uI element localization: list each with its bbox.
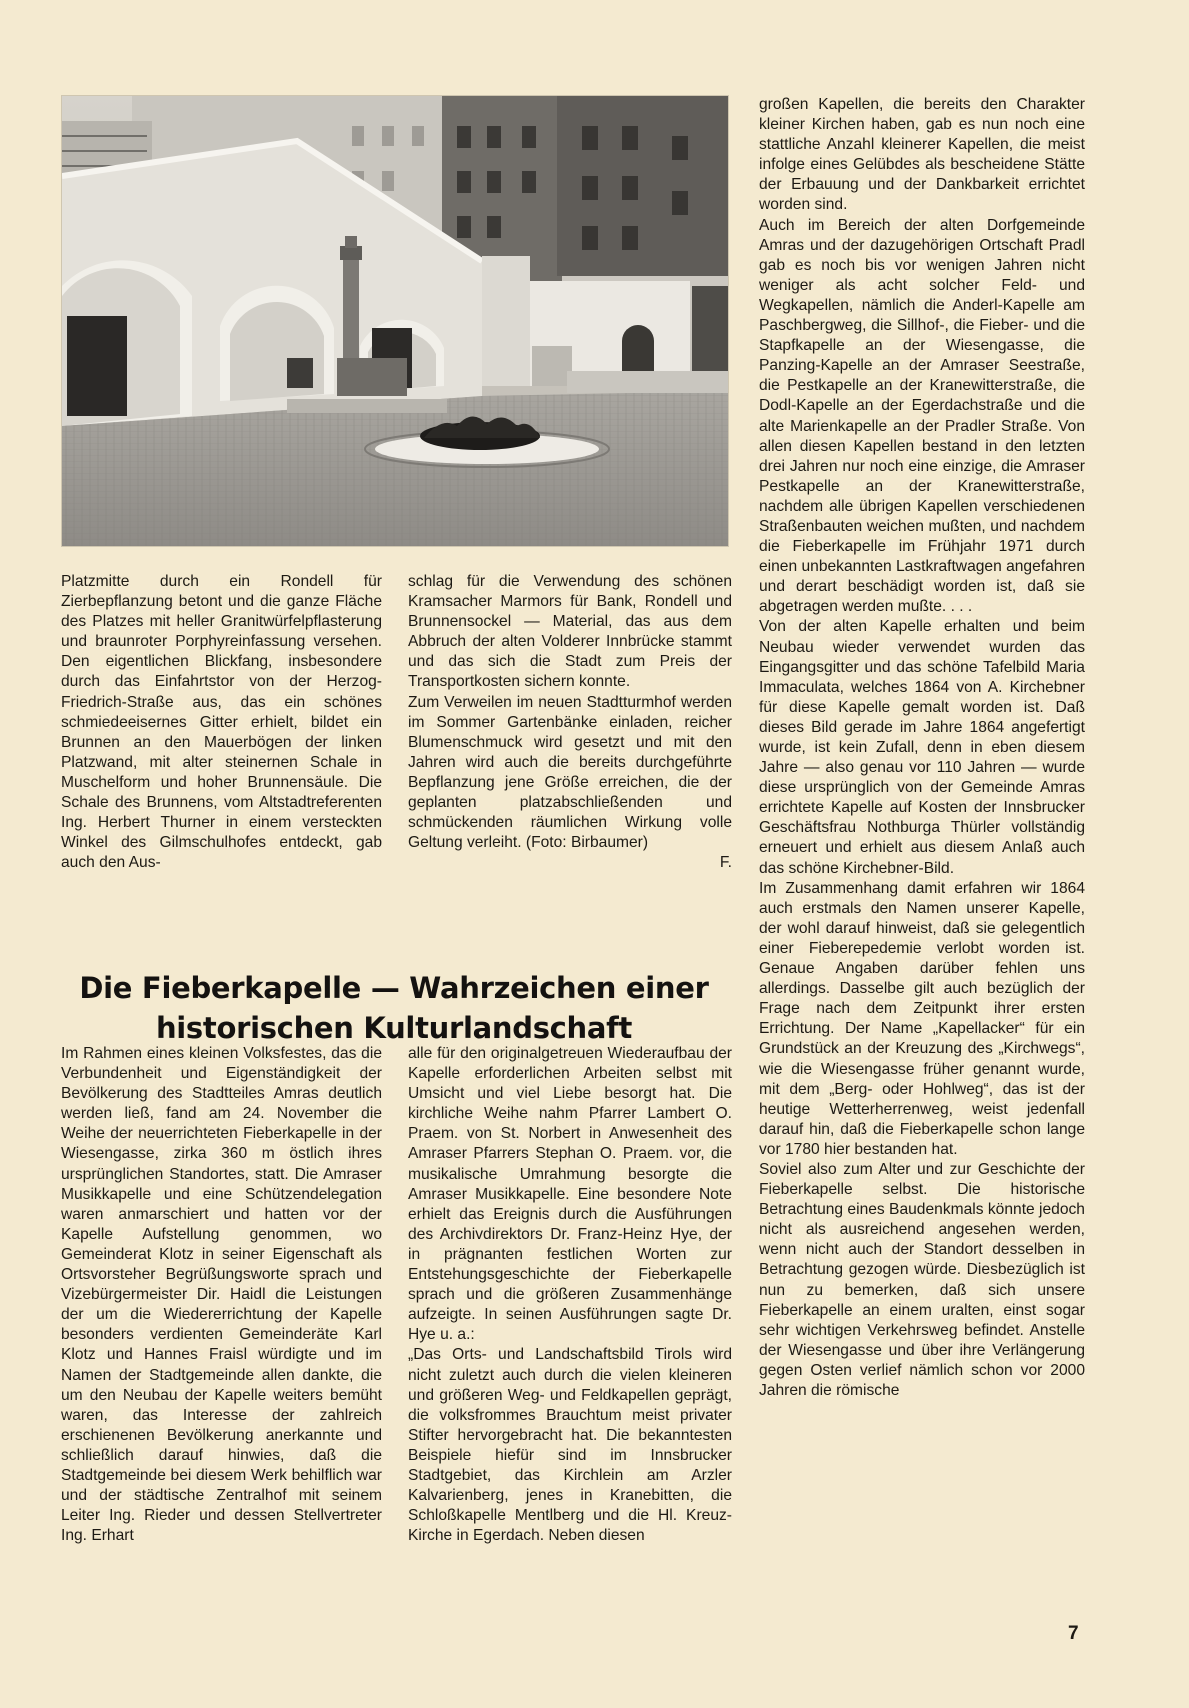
article-paragraph: Im Zusammenhang damit erfahren wir 1864 auch erstmals den Namen unserer Kapelle, der wohl darauf hinweist, daß sie gelegentlich einer Fieberepedemie verlobt worden ist. Genaue Angaben darüber fehlen uns allerdings. Dasselbe gilt auch bezüglich der Frage nach dem Zeitpunkt ihrer ersten Errichtung. Der Name „Kapellacker“ für ein Grundstück an der Kreuzung des „Kirchwegs“, wie die Wiesengasse früher genannt wurde, mit dem „Berg- oder Hohlweg“, das ist der heutige Wetterherrenweg, weist jedenfall darauf hin, daß die Fieberkapelle schon lange vor 1780 hier bestanden hat.: [759, 879, 1085, 1158]
article-headline: [61, 968, 727, 1048]
article-paragraph: „Das Orts- und Landschaftsbild Tirols wird nicht zuletzt auch durch die vielen kleineren und größeren Weg- und Feldkapellen geprägt, die volksfrommes Brauchtum meist privater Stifter hervorgebracht hat. Die bekanntesten Beispiele hiefür sind im Innsbrucker Stadtgebiet, das Kirchlein am Arzler Kalvarienberg, jenes in Kranebitten, die Schloßkapelle Mentlberg und die Hl. Kreuz-Kirche in Egerdach. Neben diesen: [408, 1346, 732, 1545]
author-signature: F.: [719, 854, 732, 872]
article-paragraph: Im Rahmen eines kleinen Volksfestes, das die Verbundenheit und Eigenständigkeit der Bevölkerung des Stadtteiles Amras deutlich werden ließ, fand am 24. November die Weihe der neuerrichteten Fieberkapelle in der Wiesengasse, zirka 360 m östlich ihres ursprünglichen Standortes, statt. Die Amraser Musikkapelle und eine Schützendelegation waren anmarschiert und hatten vor der Kapelle Aufstellung genommen, wo Gemeinderat Klotz in seiner Eigenschaft als Ortsvorsteher Begrüßungsworte sprach und Vizebürgermeister Dir. Haidl die Leistungen der um die Wiedererrichtung der Kapelle besonders verdienten Gemeinderäte Karl Klotz und Hannes Fraisl würdigte und im Namen der Stadtgemeinde allen dankte, die um den Neubau der Kapelle weiters bemüht waren, das Interesse der zahlreich erschienenen Bevölkerung anerkannte und schließlich darauf hinwies, daß die Stadtgemeinde bei diesem Werk behilflich war und der städtische Zentralhof mit seinem Leiter Ing. Rieder und dessen Stellvertreter Ing. Erhart: [61, 1045, 382, 1545]
article-paragraph: Auch im Bereich der alten Dorfgemeinde Amras und der dazugehörigen Ortschaft Pradl gab es noch bis vor wenigen Jahren nicht weniger als acht solcher Feld- und Wegkapellen, nämlich die Anderl-Kapelle am Paschbergweg, die Sillhof-, die Fieber- und die Stapfkapelle an der Wiesengasse, die Panzing-Kapelle an der Amraser Seestraße, die Pestkapelle an der Kranewitterstraße, die Dodl-Kapelle an der Egerdachstraße und die alte Marienkapelle an der Pradler Straße. Von allen diesen Kapellen bestand in den letzten drei Jahren nur noch eine einzige, die Amraser Pestkapelle an der Kranewitterstraße, nachdem alle übrigen Kapellen verschiedenen Straßenbauten weichen mußten, und nachdem die Fieberkapelle im Frühjahr 1971 durch einen unbekannten Lastkraftwagen angefahren und derart beschädigt worden ist, daß sie abgetragen werden mußte. . . .: [759, 216, 1085, 616]
article-paragraph: Soviel also zum Alter und zur Geschichte der Fieberkapelle selbst. Die historische Betrachtung eines Baudenkmals könnte jedoch nicht als ausreichend angesehen werden, wenn nicht auch der Standort desselben in Betrachtung gezogen würde. Diesbezüglich ist nun zu bemerken, daß sich unsere Fieberkapelle an einem uralten, einst sogar sehr wichtigen Verkehrsweg befindet. Anstelle der Wiesengasse und über ihre Verlängerung gegen Osten verlief nämlich schon vor 2000 Jahren die römische: [759, 1160, 1085, 1399]
page-number: 7: [1068, 1623, 1079, 1644]
caption-paragraph-text: Zum Verweilen im neuen Stadtturmhof werden im Sommer Gartenbänke einladen, reicher Blumenschmuck wird gesetzt und mit den Jahren wird auch die bereits durchgeführte Bepflanzung jene Größe erreichen, die der geplanten platzabschließenden und schmückenden räumlichen Wirkung volle Geltung verleiht. (Foto: Birbaumer): [408, 693, 732, 852]
headline-line-2: historischen Kulturlandschaft: [155, 1011, 633, 1046]
photo-caption-left-column: [61, 572, 382, 873]
caption-signature-line: [408, 853, 732, 873]
caption-paragraph: Platzmitte durch ein Rondell für Zierbepflanzung betont und die ganze Fläche des Platzes mit heller Granitwürfelpflasterung und braunroter Porphyreinfassung versehen. Den eigentlichen Blickfang, insbesondere durch das Einfahrtstor von der Herzog-Friedrich-Straße aus, das ein schönes schmiedeeisernes Gitter erhielt, bildet ein Brunnen an den Mauerbögen der linken Platzwand, mit alter steinernen Schale in Muschelform und hoher Brunnensäule. Die Schale des Brunnens, vom Altstadtreferenten Ing. Herbert Thurner in einem versteckten Winkel des Gilmschulhofes entdeckt, gab auch den Aus-: [61, 573, 382, 872]
article-middle-column: [408, 1044, 732, 1546]
article-paragraph: großen Kapellen, die bereits den Charakter kleiner Kirchen haben, gab es nun noch eine stattliche Anzahl kleinerer Kapellen, die meist infolge eines Gelübdes als bescheidene Stätte der Erbauung und der Dankbarkeit errichtet worden sind.: [759, 96, 1085, 214]
article-paragraph: Von der alten Kapelle erhalten und beim Neubau wieder verwendet wurden das Eingangsgitter und das schöne Tafelbild Maria Immaculata, welches 1864 von A. Kirchebner für diese Kapelle gemalt worden ist. Daß dieses Bild gerade im Jahre 1864 angefertigt wurde, ist kein Zufall, denn in eben diesem Jahre — also genau vor 110 Jahren — wurde diese ursprünglich von der Gemeinde Amras errichtete Kapelle auf Kosten der Innsbrucker Geschäftsfrau Nothburga Thürler vollständig erneuert und erhielt aus diesem Anlaß auch das schöne Kirchebner-Bild.: [759, 618, 1085, 877]
caption-paragraph: schlag für die Verwendung des schönen Kramsacher Marmors für Bank, Rondell und Brunnensockel — Material, das aus dem Abbruch der alten Volderer Innbrücke stammt und das sich die Stadt zum Preis der Transportkosten sichern konnte.: [408, 573, 732, 691]
headline-line-1: Die Fieberkapelle — Wahrzeichen einer: [79, 971, 709, 1006]
article-right-column: [759, 95, 1085, 1401]
photo-caption-right-column: [408, 572, 732, 873]
article-paragraph: alle für den originalgetreuen Wiederaufbau der Kapelle erforderlichen Arbeiten selbst mit Umsicht und viel Liebe besorgt hat. Die kirchliche Weihe nahm Pfarrer Lambert O. Praem. von St. Norbert in Anwesenheit des Amraser Pfarrers Stephan O. Praem. vor, die musikalische Umrahmung besorgte die Amraser Musikkapelle. Eine besondere Note erhielt das Ereignis durch die Ausführungen des Archivdirektors Dr. Franz-Heinz Hye, der in prägnanten festlichen Worten zur Entstehungsgeschichte der Fieberkapelle sprach und die größeren Zusammenhänge aufzeigte. In seinen Ausführungen sagte Dr. Hye u. a.:: [408, 1045, 732, 1344]
courtyard-photo-illustration: [62, 96, 728, 546]
caption-paragraph: [408, 693, 732, 874]
courtyard-photo: [61, 95, 729, 547]
article-left-column: [61, 1044, 382, 1546]
